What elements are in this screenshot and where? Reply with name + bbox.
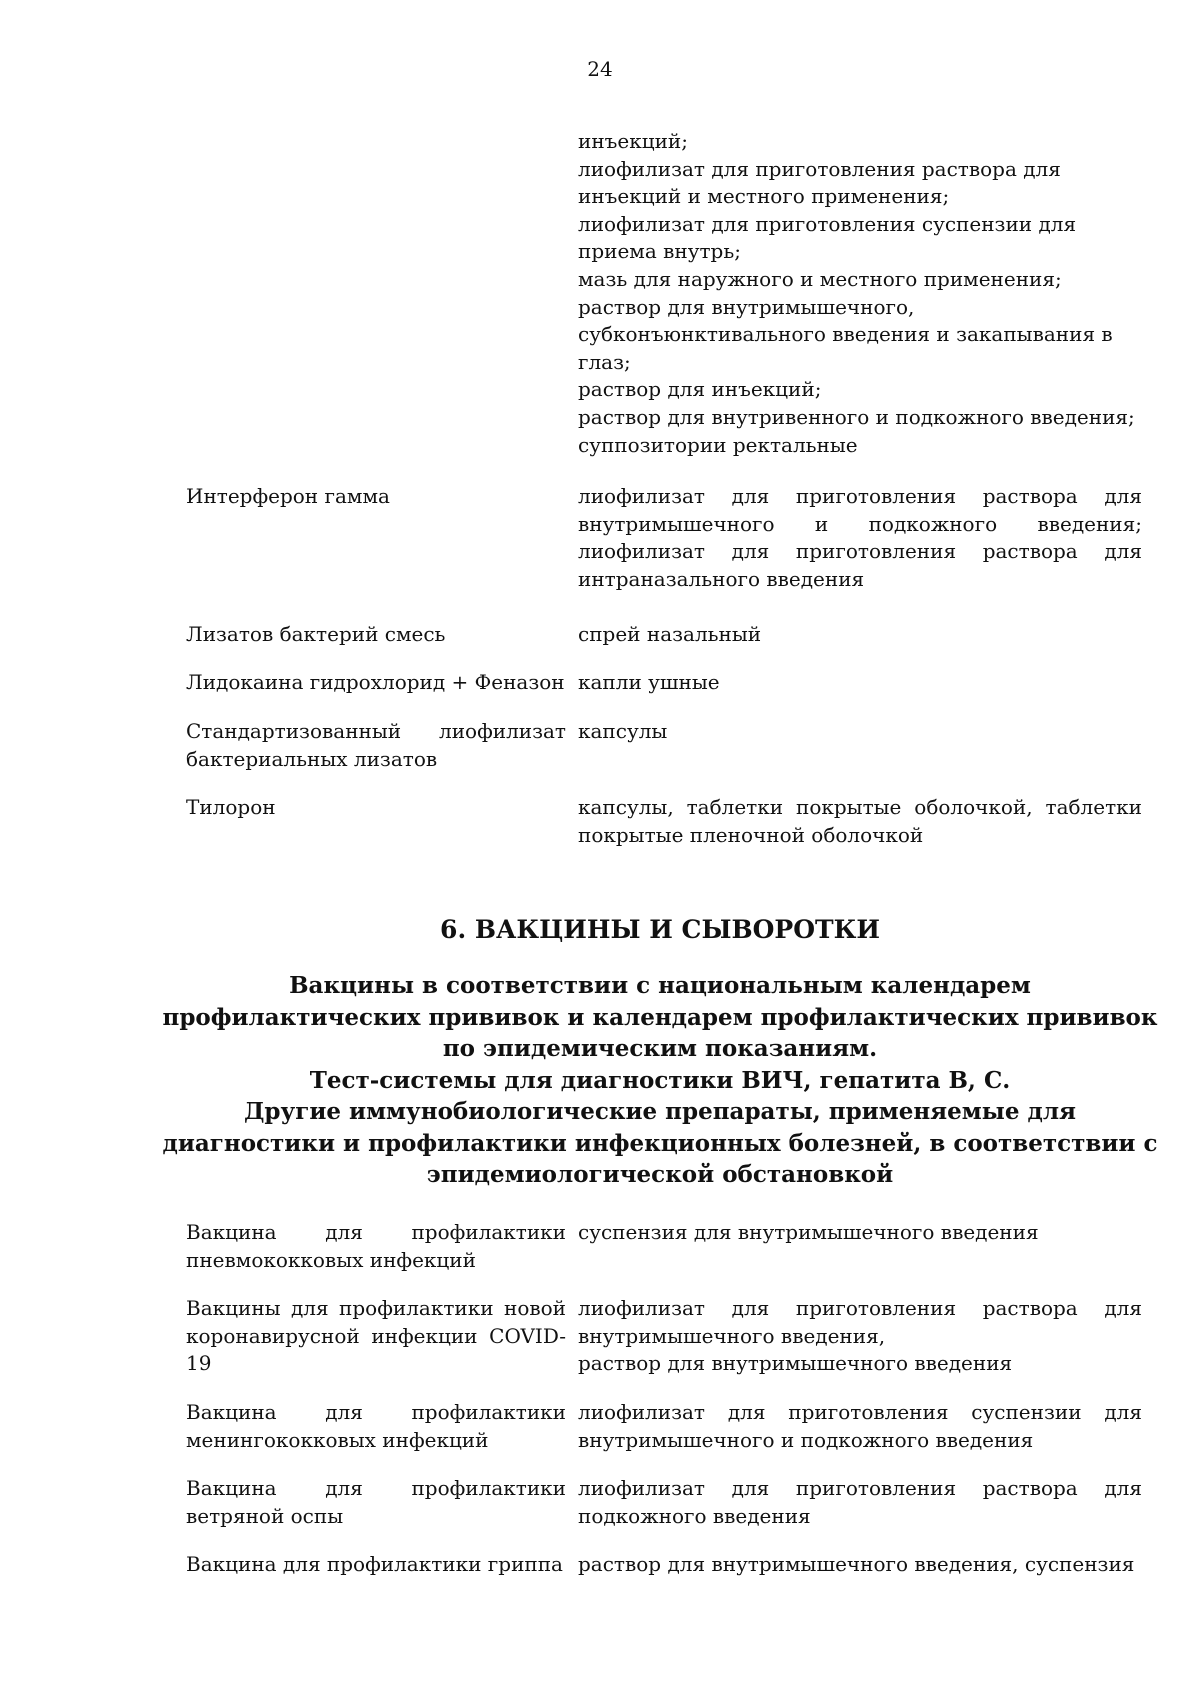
drug-name: Лидокаина гидрохлорид + Феназон — [186, 670, 565, 694]
drug-form: лиофилизат для приготовления раствора для внутримышечного введения, — [578, 1296, 1142, 1348]
subheading-line: Вакцины в соответствии с национальным календарем — [289, 972, 1031, 999]
form-line: мазь для наружного и местного применения; — [578, 266, 1062, 291]
drug-name: Вакцина для профилактики ветряной оспы — [186, 1476, 566, 1528]
drug-form: спрей назальный — [578, 622, 762, 646]
drug-form: лиофилизат для приготовления суспензии для внутримышечного и подкожного введения — [578, 1400, 1142, 1452]
drug-form: лиофилизат для приготовления раствора для подкожного введения — [578, 1476, 1142, 1528]
drug-row — [186, 1399, 1142, 1475]
drug-name: Стандартизованный лиофилизат бактериальных лизатов — [186, 719, 566, 771]
drug-name: Лизатов бактерий смесь — [186, 622, 446, 646]
drug-row — [186, 1219, 1142, 1295]
drug-name: Вакцина для профилактики гриппа — [186, 1552, 563, 1576]
subheading-line: профилактических прививок и календарем профилактических прививок — [162, 1003, 1158, 1031]
drug-row — [186, 1295, 1142, 1399]
drug-form: суспензия для внутримышечного введения — [578, 1220, 1039, 1244]
drug-form: лиофилизат для приготовления раствора для внутримышечного и подкожного введения; лиофилизат для приготовления раствора для интраназального введения — [578, 484, 1142, 591]
form-line: инъекций и местного применения; — [578, 184, 950, 209]
form-line: лиофилизат для приготовления раствора для — [578, 156, 1061, 181]
section-subheading — [160, 970, 1160, 1191]
drug-name: Интерферон гамма — [186, 484, 390, 508]
form-line: суппозитории ректальные — [578, 432, 858, 457]
form-line: лиофилизат для приготовления суспензии для — [578, 211, 1077, 236]
drug-row — [186, 669, 1142, 718]
drug-name: Вакцина для профилактики пневмококковых инфекций — [186, 1220, 566, 1272]
subheading-line: Другие иммунобиологические препараты, применяемые для — [243, 1098, 1077, 1125]
drug-name: Тилорон — [186, 795, 276, 819]
form-line: инъекций; — [578, 129, 688, 153]
drug-name: Вакцина для профилактики менингококковых инфекций — [186, 1400, 566, 1452]
drug-form: раствор для внутримышечного введения, суспензия — [578, 1552, 1135, 1576]
subheading-line: диагностики и профилактики инфекционных болезней, в соответствии с — [162, 1129, 1158, 1157]
form-line: раствор для внутримышечного, — [578, 294, 915, 319]
page-number: 24 — [587, 57, 613, 81]
drug-form: капсулы, таблетки покрытые оболочкой, таблетки покрытые пленочной оболочкой — [578, 795, 1142, 847]
continuation-dosage-forms — [578, 128, 1142, 459]
form-line: раствор для инъекций; — [578, 377, 822, 402]
drug-row — [186, 718, 1142, 794]
drug-form: капсулы — [578, 719, 668, 743]
form-line: раствор для внутривенного и подкожного введения; — [578, 404, 1135, 429]
subheading-line: Тест-системы для диагностики ВИЧ, гепатита В, С. — [309, 1066, 1011, 1094]
form-line: приема внутрь; — [578, 239, 741, 264]
subheading-line: эпидемиологической обстановкой — [426, 1161, 894, 1188]
form-line: субконъюнктивального введения и закапывания в — [578, 322, 1113, 347]
drug-list-vaccines — [186, 1219, 1142, 1591]
drug-row — [186, 1475, 1142, 1551]
form-line: глаз; — [578, 349, 631, 374]
drug-row — [186, 621, 1142, 669]
drug-name: Вакцины для профилактики новой коронавирусной инфекции COVID-19 — [186, 1296, 566, 1376]
drug-form-alt: раствор для внутримышечного введения — [578, 1351, 1013, 1376]
subheading-line: по эпидемическим показаниям. — [442, 1035, 878, 1062]
drug-form: капли ушные — [578, 670, 720, 694]
drug-row — [186, 1551, 1142, 1591]
drug-row — [186, 483, 1142, 621]
drug-form-group — [578, 1295, 1142, 1399]
drug-list-top — [186, 483, 1142, 854]
drug-row — [186, 794, 1142, 854]
section-title: 6. ВАКЦИНЫ И СЫВОРОТКИ — [440, 915, 880, 944]
